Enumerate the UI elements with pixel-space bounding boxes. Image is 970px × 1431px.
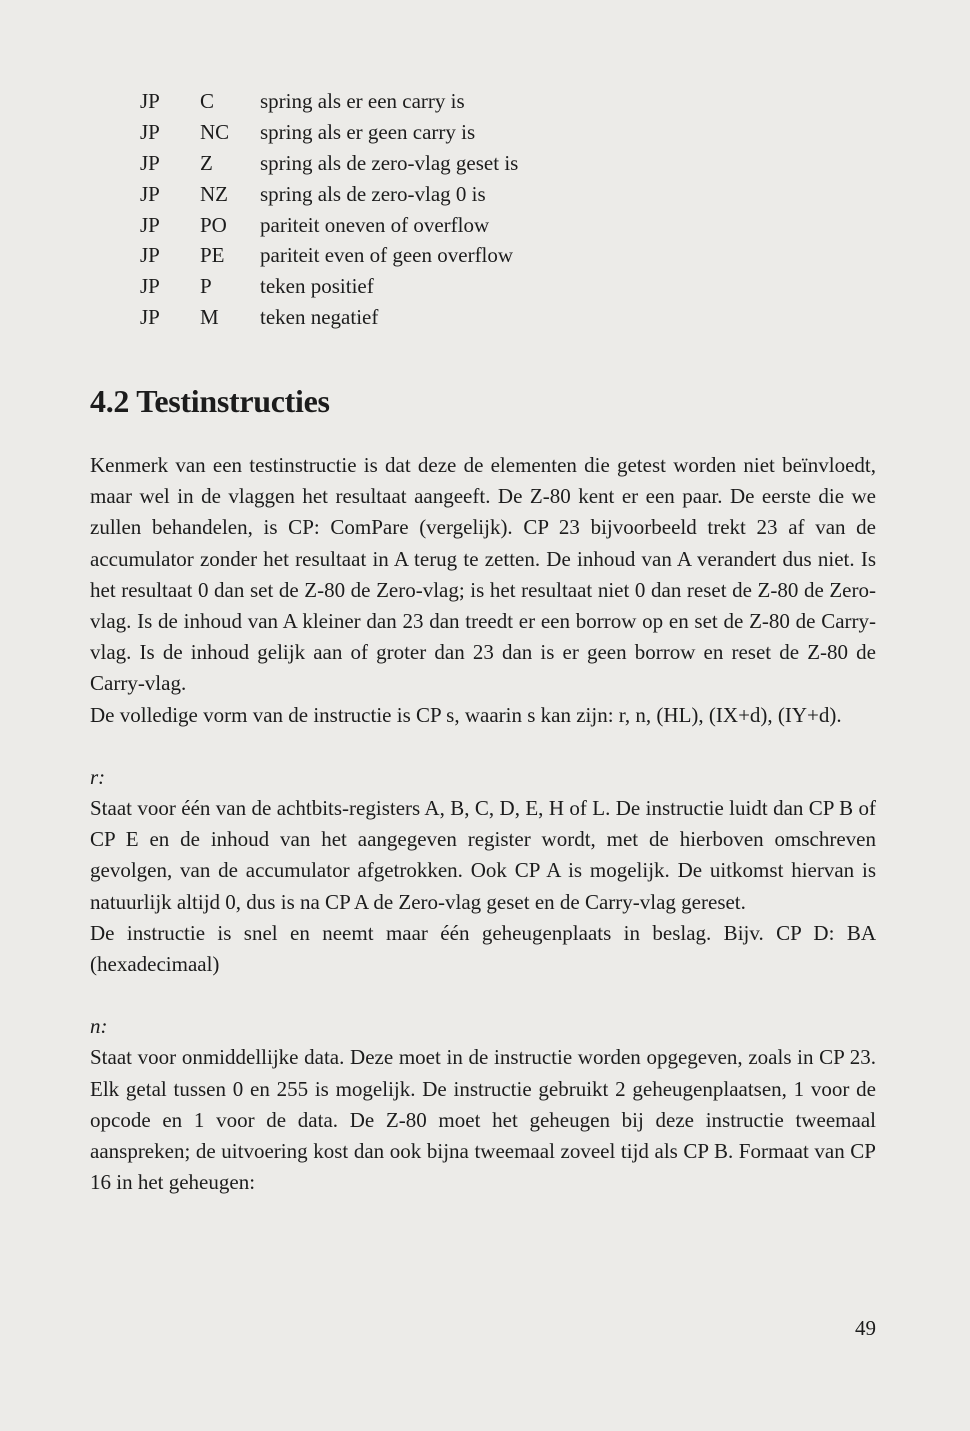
opcode: JP (140, 119, 160, 144)
condition: Z (200, 150, 213, 175)
section-heading: 4.2 Testinstructies (90, 383, 330, 419)
table-row (140, 240, 518, 271)
description: spring als de zero-vlag 0 is (260, 181, 486, 206)
paragraph: De volledige vorm van de instructie is CP s, waarin s kan zijn: r, n, (HL), (IX+d), (IY+d). (90, 702, 842, 727)
subheading-r: r: (90, 764, 106, 789)
opcode: JP (140, 89, 160, 113)
paragraph: De instructie is snel en neemt maar één geheugenplaats in beslag. Bijv. CP D: BA (hexadecimaal) (90, 920, 876, 977)
opcode: JP (140, 150, 160, 175)
description: spring als de zero-vlag geset is (260, 150, 519, 175)
opcode: JP (140, 181, 160, 206)
subheading-n: n: (90, 1014, 108, 1039)
table-row (140, 117, 518, 148)
condition: M (200, 305, 219, 330)
table-row (140, 86, 518, 117)
description: teken negatief (260, 305, 379, 330)
description: spring als er geen carry is (260, 119, 476, 144)
description: spring als er een carry is (260, 89, 465, 113)
page-number: 49 (855, 1316, 876, 1340)
condition: PE (200, 243, 225, 268)
condition: PO (200, 212, 227, 237)
table-row (140, 271, 518, 302)
condition: P (200, 274, 212, 299)
condition: NC (200, 119, 230, 144)
description: pariteit oneven of overflow (260, 212, 490, 237)
jump-condition-table (140, 86, 518, 333)
body-text (90, 450, 876, 1198)
description: teken positief (260, 274, 374, 299)
condition: NZ (200, 181, 228, 206)
description: pariteit even of geen overflow (260, 243, 514, 268)
opcode: JP (140, 212, 160, 237)
paragraph: Staat voor één van de achtbits-registers A, B, C, D, E, H of L. De instructie luidt dan CP B of CP E en de inhoud van het aangegeven register wordt, met de hierboven omschreven gevolgen, van de accumulator afgetrokken. Ook CP A is mogelijk. De uitkomst hiervan is natuurlijk altijd 0, dus is na CP A de Zero-vlag geset en de Carry-vlag gereset. (90, 796, 876, 914)
table-row (140, 148, 518, 179)
condition: C (200, 89, 215, 113)
table-row (140, 210, 518, 241)
opcode: JP (140, 305, 160, 330)
opcode: JP (140, 243, 160, 268)
paragraph: Kenmerk van een testinstructie is dat deze de elementen die getest worden niet beïnvloedt, maar wel in de vlaggen het resultaat aangeeft. De Z-80 kent er een paar. De eerste die we zullen behandelen, is CP: ComPare (vergelijk). CP 23 bijvoorbeeld trekt 23 af van de accumulator zonder het resultaat in A terug te zetten. De inhoud van A verandert dus niet. Is het resultaat 0 dan set de Z-80 de Zero-vlag; is het resultaat niet 0 dan reset de Z-80 de Zero-vlag. Is de inhoud van A kleiner dan 23 dan treedt er een borrow op en set de Z-80 de Carry-vlag. Is de inhoud gelijk aan of groter dan 23 dan is er geen borrow en reset de Z-80 de Carry-vlag. (90, 453, 876, 696)
paragraph: Staat voor onmiddellijke data. Deze moet in de instructie worden opgegeven, zoals in CP 23. Elk getal tussen 0 en 255 is mogelijk. De instructie gebruikt 2 geheugenplaatsen, 1 voor de opcode en 1 voor de data. De Z-80 moet het geheugen bij deze instructie tweemaal aanspreken; de uitvoering kost dan ook bijna tweemaal zoveel tijd als CP B. Formaat van CP 16 in het geheugen: (90, 1045, 876, 1195)
opcode: JP (140, 274, 160, 299)
table-row (140, 179, 518, 210)
table-row (140, 302, 518, 333)
